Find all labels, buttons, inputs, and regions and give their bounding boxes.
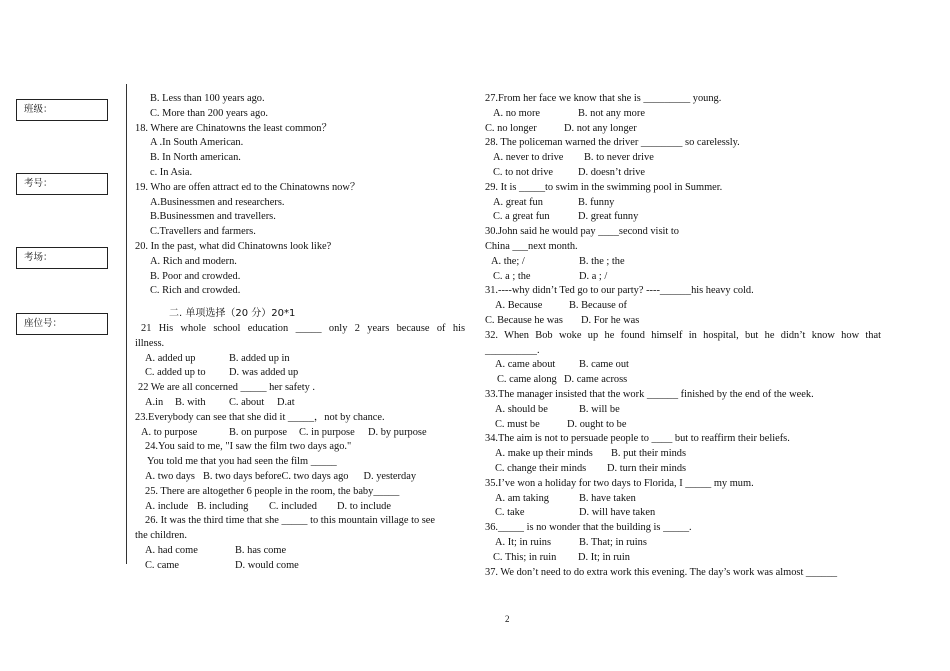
exam-number-field bbox=[16, 173, 108, 195]
q29-stem: 29. It is _____to swim in the swimming pool in Summer. bbox=[485, 181, 723, 193]
left-column bbox=[135, 92, 465, 574]
q32-options-cd bbox=[485, 373, 881, 388]
q24-option-c: C. two days ago bbox=[281, 470, 349, 482]
q35-option-b: B. have taken bbox=[579, 492, 636, 504]
q34-option-b: B. put their minds bbox=[611, 448, 687, 460]
q20-option-b: B. Poor and crowded. bbox=[150, 270, 241, 282]
q32-option-a: A. came about bbox=[495, 359, 556, 371]
q24-option-a: A. two days bbox=[145, 470, 195, 482]
q30-stem-cont: China ___next month. bbox=[485, 240, 578, 252]
q29-option-a: A. great fun bbox=[493, 196, 543, 208]
q31-option-c: C. Because he was bbox=[485, 314, 563, 326]
q28-option-c: C. to not drive bbox=[493, 166, 554, 178]
q26-stem: 26. It was the third time that she _____ to this mountain village to see bbox=[145, 515, 436, 527]
q32-stem-cont: __________. bbox=[485, 344, 540, 356]
q27-options-ab bbox=[485, 107, 881, 122]
q21-options-ab bbox=[135, 352, 465, 367]
q24-option-b: B. two days before bbox=[203, 470, 282, 482]
exam-room-field bbox=[16, 247, 108, 269]
q23-options bbox=[135, 426, 465, 441]
q22-options bbox=[135, 396, 465, 411]
q35-option-c: C. take bbox=[495, 507, 525, 519]
q18-option-b: B. In North american. bbox=[150, 152, 241, 164]
q31-options-ab bbox=[485, 299, 881, 314]
q35-options-cd bbox=[485, 506, 881, 521]
q28-options-ab bbox=[485, 151, 881, 166]
q26-options-ab bbox=[135, 544, 465, 559]
q31-options-cd bbox=[485, 314, 881, 329]
q30-options-ab bbox=[485, 255, 881, 270]
class-label: 班级： bbox=[24, 104, 53, 115]
q30-option-d: D. a ; / bbox=[579, 270, 608, 282]
q19-stem: 19. Who are offen attract ed to the Chinatowns now？ bbox=[135, 181, 361, 193]
q18-stem: 18. Where are Chinatowns the least common？ bbox=[135, 122, 332, 134]
q22-option-b: B. with bbox=[175, 396, 206, 408]
q17-option-c: C. More than 200 years ago. bbox=[150, 107, 269, 119]
q36-option-d: D. It; in ruin bbox=[578, 551, 630, 563]
q33-option-d: D. ought to be bbox=[567, 418, 627, 430]
q32-stem: 32. When Bob woke up he found himself in hospital, but he didn’t know how that bbox=[485, 329, 881, 341]
q30-stem: 30.John said he would pay ____second visit to bbox=[485, 226, 679, 238]
q21-option-d: D. was added up bbox=[229, 367, 299, 379]
exam-room-label: 考场： bbox=[24, 252, 53, 263]
q26-options-cd bbox=[135, 559, 465, 574]
q35-stem: 35.I’ve won a holiday for two days to Florida, I _____ my mum. bbox=[485, 477, 754, 489]
q28-options-cd bbox=[485, 166, 881, 181]
q33-option-a: A. should be bbox=[495, 403, 548, 415]
q32-options-ab bbox=[485, 358, 881, 373]
q29-option-b: B. funny bbox=[578, 196, 615, 208]
q29-option-c: C. a great fun bbox=[493, 211, 550, 223]
q24-options bbox=[135, 470, 465, 485]
q20-option-c: C. Rich and crowded. bbox=[150, 285, 241, 297]
q22-stem: 22 We are all concerned _____ her safety . bbox=[138, 382, 315, 394]
q20-option-a: A. Rich and modern. bbox=[150, 255, 237, 267]
q28-option-b: B. to never drive bbox=[584, 152, 654, 164]
q22-option-c: C. about bbox=[229, 396, 265, 408]
q36-option-c: C. This; in ruin bbox=[493, 551, 557, 563]
q18-option-a: A .In South American. bbox=[150, 137, 244, 149]
q25-option-b: B. including bbox=[197, 500, 249, 512]
q21-stem: 21 His whole school education _____ only 2 years because of his bbox=[141, 322, 465, 334]
q31-option-d: D. For he was bbox=[581, 314, 640, 326]
q31-option-b: B. Because of bbox=[569, 300, 627, 312]
q32-option-d: D. came across bbox=[564, 374, 628, 386]
q32-option-c: C. came along bbox=[497, 374, 557, 386]
q37-stem: 37. We don’t need to do extra work this evening. The day’s work was almost ______ bbox=[485, 566, 838, 578]
q21-stem-cont: illness. bbox=[135, 337, 165, 349]
q26-option-b: B. has come bbox=[235, 544, 287, 556]
q36-options-ab bbox=[485, 536, 881, 551]
binding-line bbox=[126, 84, 127, 564]
q32-option-b: B. came out bbox=[579, 359, 629, 371]
q30-option-b: B. the ; the bbox=[579, 255, 625, 267]
q24-option-d: D. yesterday bbox=[363, 470, 417, 482]
page-number: 2 bbox=[505, 614, 510, 624]
q33-stem: 33.The manager insisted that the work ______ finished by the end of the week. bbox=[485, 388, 814, 400]
q23-option-b: B. on purpose bbox=[229, 426, 288, 438]
q30-options-cd bbox=[485, 270, 881, 285]
q19-option-c: C.Travellers and farmers. bbox=[150, 226, 256, 238]
q20-stem: 20. In the past, what did Chinatowns look like? bbox=[135, 240, 332, 252]
q34-options-ab bbox=[485, 447, 881, 462]
q25-option-c: C. included bbox=[269, 500, 317, 512]
q36-stem: 36._____ is no wonder that the building is _____. bbox=[485, 522, 692, 534]
q33-options-ab bbox=[485, 403, 881, 418]
right-column bbox=[485, 92, 881, 580]
q33-options-cd bbox=[485, 418, 881, 433]
q19-option-b: B.Businessmen and travellers. bbox=[150, 211, 276, 223]
q36-option-b: B. That; in ruins bbox=[579, 536, 647, 548]
q33-option-b: B. will be bbox=[579, 403, 620, 415]
q34-option-a: A. make up their minds bbox=[495, 448, 593, 460]
q21-option-c: C. added up to bbox=[145, 367, 206, 379]
q28-option-a: A. never to drive bbox=[493, 152, 564, 164]
q19-option-a: A.Businessmen and researchers. bbox=[150, 196, 285, 208]
q29-options-cd bbox=[485, 210, 881, 225]
q24-stem-cont: You told me that you had seen the film _____ bbox=[147, 456, 337, 468]
q30-option-c: C. a ; the bbox=[493, 270, 531, 282]
q29-options-ab bbox=[485, 196, 881, 211]
q27-option-c: C. no longer bbox=[485, 122, 537, 134]
q34-option-c: C. change their minds bbox=[495, 462, 587, 474]
q31-stem: 31.----why didn’t Ted go to our party? ----______his heavy cold. bbox=[485, 285, 754, 297]
q27-options-cd bbox=[485, 122, 881, 137]
q29-option-d: D. great funny bbox=[578, 211, 639, 223]
q34-options-cd bbox=[485, 462, 881, 477]
q23-stem: 23.Everybody can see that she did it _____，not by chance. bbox=[135, 411, 385, 423]
q23-option-c: C. in purpose bbox=[299, 426, 355, 438]
q23-option-d: D. by purpose bbox=[368, 426, 427, 438]
q26-option-d: D. would come bbox=[235, 559, 299, 571]
q25-option-a: A. include bbox=[145, 500, 189, 512]
q35-options-ab bbox=[485, 492, 881, 507]
q25-stem: 25. There are altogether 6 people in the room, the baby_____ bbox=[145, 485, 400, 497]
q35-option-a: A. am taking bbox=[495, 492, 549, 504]
q21-option-a: A. added up bbox=[145, 352, 196, 364]
q36-options-cd bbox=[485, 551, 881, 566]
seat-number-label: 座位号： bbox=[24, 318, 63, 329]
q30-option-a: A. the; / bbox=[491, 255, 525, 267]
q35-option-d: D. will have taken bbox=[579, 507, 656, 519]
q36-option-a: A. It; in ruins bbox=[495, 536, 551, 548]
q26-option-a: A. had come bbox=[145, 544, 198, 556]
q23-option-a: A. to purpose bbox=[141, 426, 198, 438]
q34-stem: 34.The aim is not to persuade people to ____ but to reaffirm their beliefs. bbox=[485, 433, 790, 445]
q22-option-a: A.in bbox=[145, 396, 164, 408]
q18-option-c: c. In Asia. bbox=[150, 166, 193, 178]
class-field bbox=[16, 99, 108, 121]
q22-option-d: D.at bbox=[277, 396, 295, 408]
q21-options-cd bbox=[135, 366, 465, 381]
q34-option-d: D. turn their minds bbox=[607, 462, 687, 474]
q27-option-d: D. not any longer bbox=[564, 122, 637, 134]
q25-option-d: D. to include bbox=[337, 500, 391, 512]
q21-option-b: B. added up in bbox=[229, 352, 290, 364]
q33-option-c: C. must be bbox=[495, 418, 540, 430]
q27-option-b: B. not any more bbox=[578, 107, 645, 119]
q28-stem: 28. The policeman warned the driver ________ so carelessly. bbox=[485, 137, 740, 149]
q26-option-c: C. came bbox=[145, 559, 180, 571]
q26-stem-cont: the children. bbox=[135, 530, 187, 542]
q31-option-a: A. Because bbox=[495, 300, 543, 312]
q17-option-b: B. Less than 100 years ago. bbox=[150, 93, 265, 104]
q28-option-d: D. doesn’t drive bbox=[578, 166, 646, 178]
q27-option-a: A. no more bbox=[493, 107, 541, 119]
q24-stem: 24.You said to me, "I saw the film two days ago." bbox=[145, 441, 352, 453]
section-title: 二. 单项选择（20 分）20*1 bbox=[169, 308, 296, 320]
exam-number-label: 考号： bbox=[24, 178, 53, 189]
seat-number-field bbox=[16, 313, 108, 335]
q25-options bbox=[135, 500, 465, 515]
q27-stem: 27.From her face we know that she is _________ young. bbox=[485, 93, 722, 104]
